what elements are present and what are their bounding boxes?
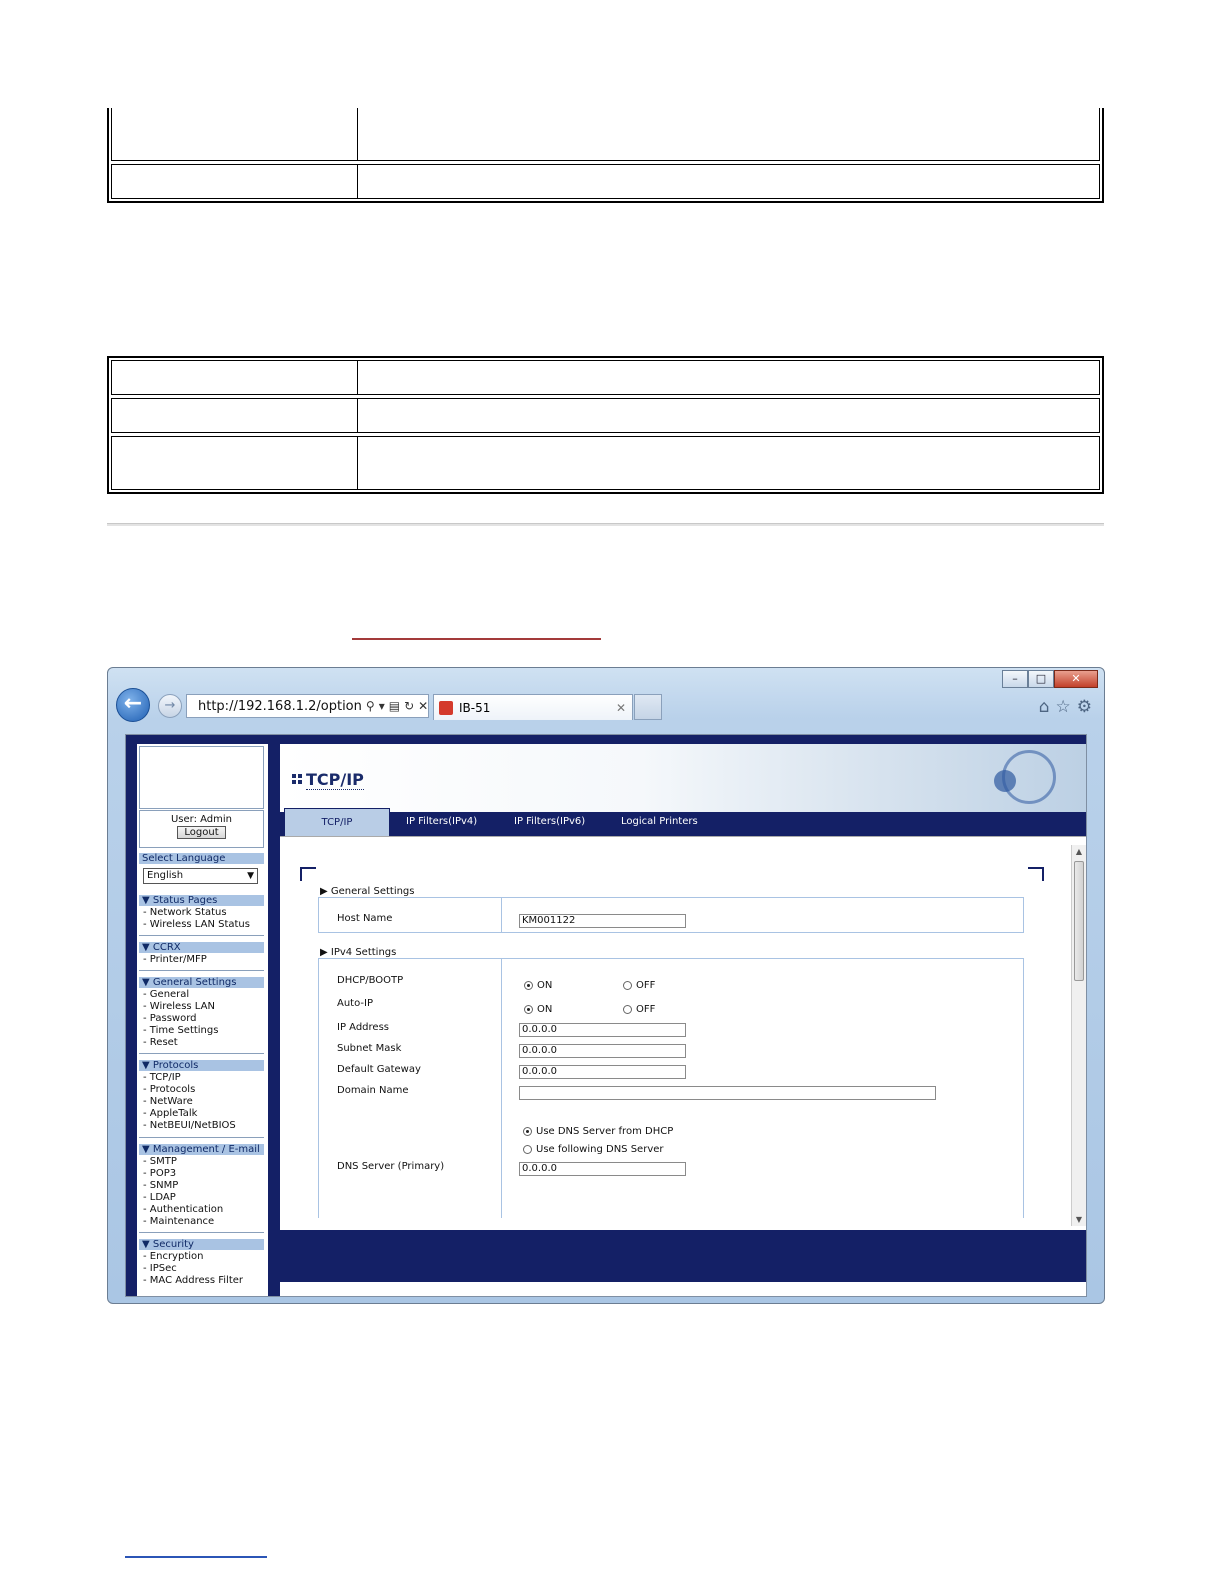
sidebar-item-netware[interactable]: - NetWare [143,1096,193,1107]
subnet-mask-input[interactable]: 0.0.0.0 [519,1044,686,1058]
tab-ip-filters-ipv6[interactable]: IP Filters(IPv6) [514,816,586,827]
chevron-down-icon: ▼ [247,871,254,881]
ipv4-settings-label: IPv4 Settings [330,947,397,958]
refresh-icon[interactable]: ↻ [404,699,415,713]
close-window-button[interactable]: ✕ [1054,670,1098,688]
ipv4-settings-title [320,947,396,958]
browser-tools [1039,697,1092,717]
sidebar-item-protocols[interactable]: - Protocols [143,1084,196,1095]
radio-selected-icon [524,1005,533,1014]
doc-table-2-row-2 [111,398,1100,433]
gateway-label: Default Gateway [337,1064,421,1075]
dhcp-on-label: ON [537,980,553,991]
radio-unselected-icon [523,1145,532,1154]
radio-selected-icon [523,1127,532,1136]
radio-selected-icon [524,981,533,990]
scroll-down-icon[interactable]: ▼ [1075,1215,1083,1224]
auto-ip-on-label: ON [537,1004,553,1015]
doc-cell [112,108,358,160]
tab-tcp-ip[interactable]: TCP/IP [284,808,390,836]
scroll-thumb[interactable] [1074,861,1084,981]
column-divider [501,898,502,932]
sidebar-item-mac-filter[interactable]: - MAC Address Filter [143,1275,244,1286]
sidebar-item-reset[interactable]: - Reset [143,1037,178,1048]
sidebar-item-pop3[interactable]: - POP3 [143,1168,177,1179]
sidebar-item-wireless-lan[interactable]: - Wireless LAN [143,1001,215,1012]
sidebar-item-tcp-ip[interactable]: - TCP/IP [143,1072,181,1083]
general-settings-box [318,897,1024,933]
general-settings-title [320,886,415,897]
sidebar [137,744,268,1296]
tab-title: IB-51 [459,700,491,715]
compat-view-icon[interactable]: ▤ [388,699,401,713]
dns-from-dhcp-radio[interactable] [523,1126,673,1137]
gateway-input[interactable]: 0.0.0.0 [519,1065,686,1079]
triangle-right-icon: ▶ [320,947,328,958]
sidebar-item-ldap[interactable]: - LDAP [143,1192,176,1203]
close-tab-icon[interactable]: ✕ [615,700,626,715]
page-title: TCP/IP [306,770,364,789]
sidebar-divider [139,1053,264,1054]
new-tab-button[interactable] [634,694,662,720]
sidebar-item-encryption[interactable]: - Encryption [143,1251,204,1262]
forward-arrow-icon[interactable]: → [158,694,182,718]
logo-area [139,746,264,809]
dns-primary-label: DNS Server (Primary) [337,1161,445,1172]
doc-cell [112,437,358,489]
corner-bracket [300,867,316,881]
sidebar-divider [139,1232,264,1233]
ip-address-input[interactable]: 0.0.0.0 [519,1023,686,1037]
grid-icon [292,774,302,784]
dns-primary-input[interactable]: 0.0.0.0 [519,1162,686,1176]
auto-ip-label: Auto-IP [337,998,373,1009]
browser-tab[interactable] [433,694,633,720]
status-pages-links [143,907,250,931]
home-icon[interactable]: ⌂ [1038,697,1050,717]
auto-ip-off-label: OFF [636,1004,656,1015]
sidebar-divider [139,935,264,936]
tab-ip-filters-ipv4[interactable]: IP Filters(IPv4) [406,816,478,827]
frame-border [126,735,137,1296]
dns-following-radio[interactable] [523,1144,664,1155]
sidebar-item-time-settings[interactable]: - Time Settings [143,1025,219,1036]
dhcp-label: DHCP/BOOTP [337,975,404,986]
corner-bracket [1028,867,1044,881]
user-label: User: Admin [170,814,233,825]
radio-unselected-icon [623,1005,632,1014]
language-value: English [147,870,184,881]
user-box [139,810,264,848]
gear-icon[interactable]: ⚙ [1076,697,1092,717]
sidebar-item-network-status[interactable]: - Network Status [143,907,227,918]
dhcp-off-radio[interactable] [623,980,655,991]
language-select[interactable] [143,868,258,884]
window-caption-buttons [1002,670,1098,688]
sidebar-divider [139,970,264,971]
dropdown-icon[interactable]: ▾ [378,699,385,713]
section-ccrx[interactable]: ▼ CCRX [139,942,264,953]
horizontal-rule [107,523,1104,526]
section-status-pages[interactable]: ▼ Status Pages [139,895,264,906]
general-settings-links [143,989,218,1049]
auto-ip-on-radio[interactable] [524,1004,552,1015]
sidebar-item-snmp[interactable]: - SNMP [143,1180,179,1191]
footer-hyperlink-underline[interactable] [125,1556,267,1558]
back-arrow-icon[interactable]: ← [116,688,150,722]
frame-border [268,735,280,1296]
page-banner [280,744,1086,812]
banner-decoration [994,770,1016,792]
sidebar-item-printer-mfp[interactable]: - Printer/MFP [143,954,207,965]
ip-address-label: IP Address [337,1022,389,1033]
search-icon[interactable]: ⚲ [365,699,375,713]
security-links [143,1251,243,1287]
dhcp-on-radio[interactable] [524,980,552,991]
logout-button[interactable]: Logout [177,826,225,839]
sidebar-item-ipsec[interactable]: - IPSec [143,1263,177,1274]
doc-table-2-row-3 [111,436,1100,490]
column-divider [501,959,502,1218]
sidebar-item-password[interactable]: - Password [143,1013,197,1024]
doc-cell [112,399,358,432]
section-security[interactable]: ▼ Security [139,1239,264,1250]
page-viewport [125,734,1087,1297]
maximize-button[interactable]: □ [1028,670,1054,688]
minimize-button[interactable]: – [1002,670,1028,688]
browser-window [107,667,1105,1304]
sidebar-item-authentication[interactable]: - Authentication [143,1204,224,1215]
sidebar-divider [139,1137,264,1138]
management-links [143,1156,223,1228]
general-settings-label: General Settings [330,886,415,897]
vertical-scrollbar[interactable] [1071,845,1086,1226]
dns-following-label: Use following DNS Server [536,1144,664,1155]
doc-table-2-row-1 [111,360,1100,395]
star-icon[interactable]: ☆ [1055,697,1071,717]
domain-name-label: Domain Name [337,1085,409,1096]
sidebar-item-appletalk[interactable]: - AppleTalk [143,1108,198,1119]
main-frame [280,744,1086,1296]
dhcp-off-label: OFF [636,980,656,991]
sidebar-item-maintenance[interactable]: - Maintenance [143,1216,215,1227]
radio-unselected-icon [623,981,632,990]
dns-from-dhcp-label: Use DNS Server from DHCP [536,1126,674,1137]
scroll-up-icon[interactable]: ▲ [1075,847,1083,856]
section-management[interactable]: ▼ Management / E-mail [139,1144,264,1155]
sidebar-item-general[interactable]: - General [143,989,190,1000]
stop-icon[interactable]: ✕ [418,699,429,713]
tab-favicon-icon [439,701,453,715]
footer-bar [280,1230,1086,1282]
doc-table-1-row-1 [111,108,1100,161]
settings-content [280,836,1086,1230]
address-url[interactable]: http://192.168.1.2/option [198,698,362,714]
hyperlink-underline[interactable] [352,638,601,640]
sidebar-item-wireless-lan-status[interactable]: - Wireless LAN Status [143,919,250,930]
ccrx-links [143,954,207,966]
host-name-label: Host Name [337,913,393,924]
doc-table-1-row-2 [111,164,1100,199]
section-protocols[interactable]: ▼ Protocols [139,1060,264,1071]
subnet-mask-label: Subnet Mask [337,1043,402,1054]
triangle-right-icon: ▶ [320,886,328,897]
auto-ip-off-radio[interactable] [623,1004,655,1015]
language-header: Select Language [139,853,264,864]
doc-cell [112,361,358,394]
section-general-settings[interactable]: ▼ General Settings [139,977,264,988]
doc-table-1 [107,108,1104,203]
address-bar[interactable] [186,694,429,718]
ipv4-settings-box [318,958,1024,1218]
sidebar-item-netbeui[interactable]: - NetBEUI/NetBIOS [143,1120,236,1131]
domain-name-input[interactable] [519,1086,936,1100]
tab-logical-printers[interactable]: Logical Printers [621,816,698,827]
doc-table-2 [107,356,1104,494]
host-name-input[interactable]: KM001122 [519,914,686,928]
sidebar-item-smtp[interactable]: - SMTP [143,1156,177,1167]
doc-cell [112,165,358,198]
protocols-links [143,1072,236,1132]
